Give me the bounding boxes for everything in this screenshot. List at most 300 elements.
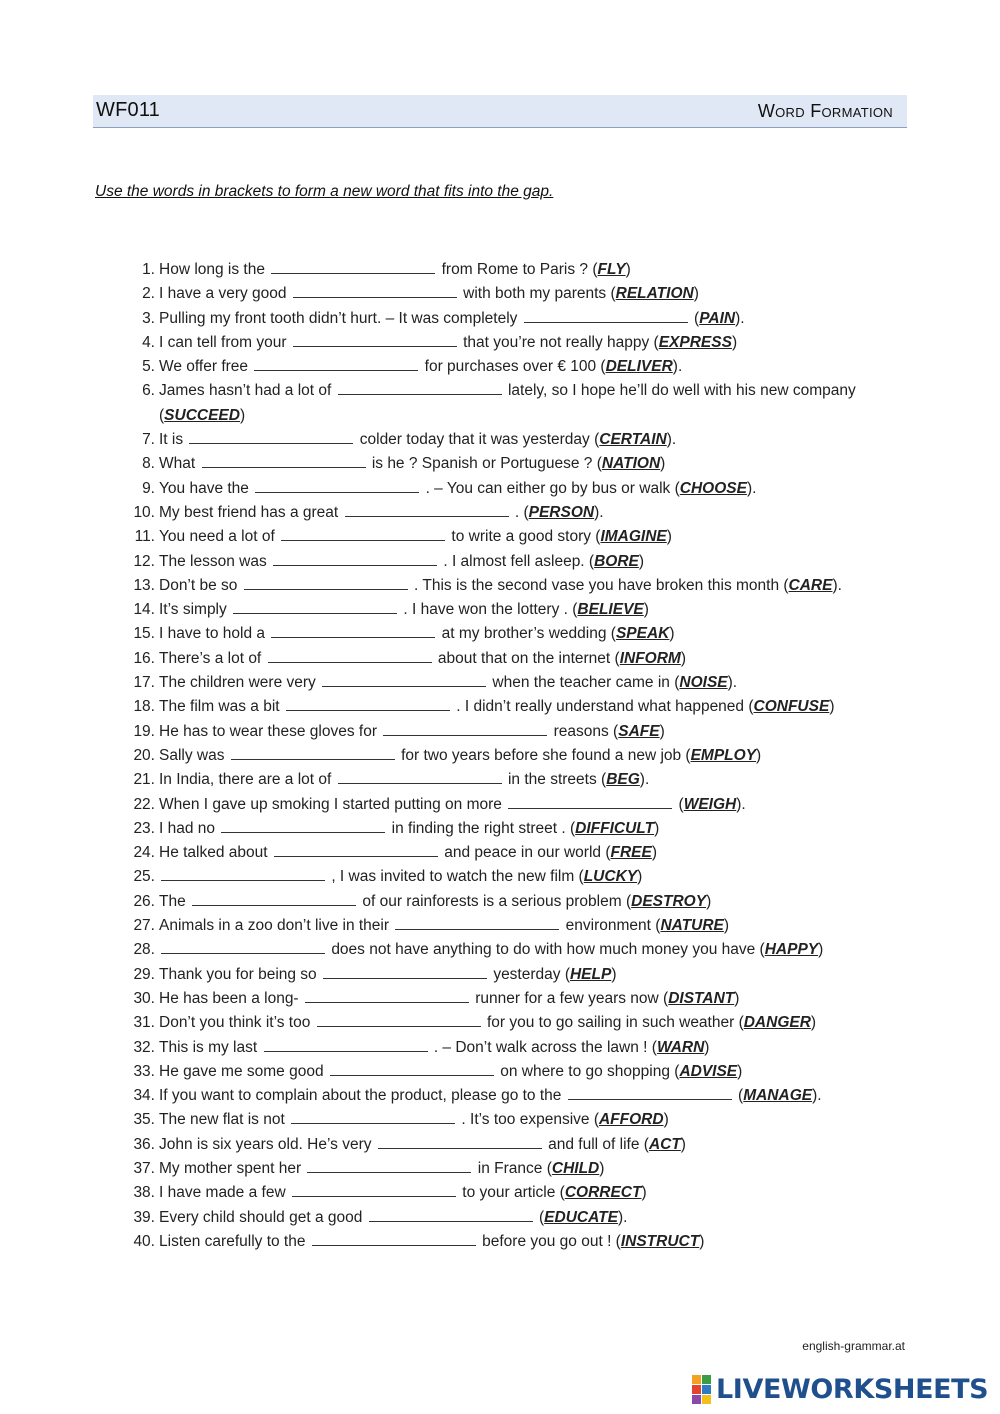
closing-bracket: ) — [239, 406, 246, 424]
sentence-start: He has been a long- — [159, 989, 299, 1007]
closing-bracket: ). — [746, 479, 757, 497]
item-number: 21. — [133, 771, 155, 789]
sentence-start: I can tell from your — [159, 333, 287, 351]
closing-bracket: ). — [672, 358, 683, 376]
closing-bracket: ). — [639, 771, 650, 789]
exercise-item — [118, 1108, 908, 1132]
answer-gap[interactable] — [369, 1207, 533, 1222]
sentence-end: ( — [538, 1208, 545, 1226]
sentence-continuation: ( — [159, 406, 165, 424]
keyword: DANGER — [743, 1014, 811, 1032]
answer-gap[interactable] — [383, 721, 547, 736]
exercise-item — [118, 282, 908, 306]
item-number: 3. — [142, 309, 155, 327]
sentence-start: He gave me some good — [159, 1062, 324, 1080]
exercise-item — [118, 744, 908, 768]
item-number: 38. — [133, 1184, 155, 1202]
item-sentence — [155, 720, 908, 744]
keyword: SPEAK — [615, 625, 670, 643]
answer-gap[interactable] — [293, 283, 457, 298]
sentence-start: James hasn’t had a lot of — [159, 382, 332, 400]
answer-gap[interactable] — [254, 356, 418, 371]
keyword: EXPRESS — [658, 333, 732, 351]
sentence-end: . This is the second vase you have broken this month ( — [414, 576, 789, 594]
exercise-item — [118, 598, 908, 622]
sentence-end: on where to go shopping ( — [500, 1062, 680, 1080]
keyword: CHOOSE — [679, 479, 747, 497]
answer-gap[interactable] — [274, 842, 438, 857]
closing-bracket: ) — [680, 1135, 686, 1153]
answer-gap[interactable] — [281, 526, 445, 541]
exercise-item — [118, 768, 908, 792]
item-number: 5. — [142, 358, 155, 376]
exercise-item — [118, 671, 908, 695]
closing-bracket: ) — [643, 601, 649, 619]
item-number: 17. — [133, 674, 155, 692]
sentence-end: ( — [738, 1087, 744, 1105]
keyword: DIFFICULT — [575, 819, 655, 837]
sentence-start: Thank you for being so — [159, 965, 317, 983]
answer-gap[interactable] — [202, 453, 366, 468]
item-number: 27. — [133, 917, 155, 935]
sentence-end: . I almost fell asleep. ( — [443, 552, 595, 570]
closing-bracket: ) — [666, 528, 672, 546]
exercise-item — [118, 1181, 908, 1205]
item-sentence — [155, 258, 908, 282]
sentence-end: does not have anything to do with how much money you have ( — [331, 941, 765, 959]
item-number: 20. — [133, 746, 155, 764]
exercise-item — [118, 379, 908, 428]
answer-gap[interactable] — [244, 575, 408, 590]
sentence-start: If you want to complain about the product, please go to the — [159, 1087, 562, 1105]
item-number: 23. — [133, 819, 155, 837]
closing-bracket: ) — [810, 1014, 817, 1032]
exercise-item — [118, 331, 908, 355]
keyword: FLY — [597, 261, 626, 278]
item-sentence — [155, 477, 908, 501]
item-sentence — [155, 1230, 908, 1254]
exercise-item — [118, 1230, 908, 1254]
item-sentence — [155, 1157, 908, 1181]
exercise-item — [118, 938, 908, 962]
sentence-end: . I didn’t really understand what happened ( — [456, 698, 754, 716]
sentence-end: . – You can either go by bus or walk ( — [425, 479, 680, 497]
keyword: CHILD — [551, 1159, 600, 1177]
closing-bracket: ) — [651, 844, 658, 862]
exercise-item — [118, 865, 908, 889]
sentence-start: I have to hold a — [159, 625, 265, 643]
keyword: PERSON — [528, 503, 595, 521]
item-number: 32. — [133, 1038, 155, 1056]
exercise-item — [118, 987, 908, 1011]
exercise-item — [118, 307, 908, 331]
answer-gap[interactable] — [323, 964, 487, 979]
closing-bracket: ) — [737, 1062, 743, 1080]
answer-gap[interactable] — [192, 891, 356, 906]
keyword: SUCCEED — [164, 406, 240, 424]
sentence-end: for two years before she found a new job ( — [401, 746, 691, 764]
closing-bracket: ). — [832, 576, 842, 594]
answer-gap[interactable] — [268, 648, 432, 663]
sentence-end: is he ? Spanish or Portuguese ? ( — [371, 455, 602, 473]
item-number: 24. — [133, 844, 155, 862]
sentence-start: Listen carefully to the — [159, 1232, 306, 1250]
exercise-item — [118, 793, 908, 817]
answer-gap[interactable] — [345, 502, 509, 517]
sentence-start: My best friend has a great — [159, 503, 339, 521]
sentence-end: with both my parents ( — [463, 285, 616, 303]
sentence-start: You have the — [159, 479, 249, 497]
exercise-item — [118, 501, 908, 525]
sentence-end: in finding the right street . ( — [391, 819, 576, 837]
keyword: ACT — [648, 1135, 681, 1153]
item-sentence — [155, 914, 908, 938]
closing-bracket: ) — [625, 261, 631, 278]
answer-gap[interactable] — [568, 1085, 732, 1100]
sentence-end: colder today that it was yesterday ( — [359, 431, 600, 449]
sentence-end: and full of life ( — [548, 1135, 649, 1153]
closing-bracket: ). — [735, 309, 745, 327]
item-sentence — [155, 331, 908, 355]
closing-bracket: ). — [666, 431, 677, 449]
sentence-start: When I gave up smoking I started putting on more — [159, 795, 502, 813]
exercise-item — [118, 355, 908, 379]
item-number: 30. — [133, 989, 155, 1007]
answer-gap[interactable] — [293, 332, 457, 347]
closing-bracket: ) — [637, 868, 643, 886]
sentence-start: I had no — [159, 819, 216, 837]
answer-gap[interactable] — [286, 696, 450, 711]
keyword: DESTROY — [631, 892, 707, 910]
instruction-text: Use the words in brackets to form a new word that fits into the gap. — [95, 183, 554, 200]
keyword: MANAGE — [743, 1087, 813, 1105]
answer-gap[interactable] — [292, 1182, 456, 1197]
item-sentence — [155, 525, 908, 549]
closing-bracket: ) — [641, 1184, 647, 1202]
sentence-start: It is — [159, 431, 184, 449]
exercise-item — [118, 622, 908, 646]
sentence-start: Pulling my front tooth didn’t hurt. – It was completely — [159, 309, 518, 327]
closing-bracket: ) — [723, 917, 730, 935]
item-number: 34. — [133, 1087, 155, 1105]
sentence-end: of our rainforests is a serious problem ( — [362, 892, 632, 910]
sentence-start: How long is the — [159, 261, 265, 278]
keyword: INFORM — [619, 649, 681, 667]
closing-bracket: ) — [599, 1159, 605, 1177]
answer-gap[interactable] — [395, 915, 559, 930]
answer-gap[interactable] — [255, 478, 419, 493]
closing-bracket: ). — [736, 795, 746, 813]
keyword: AFFORD — [598, 1111, 664, 1129]
sentence-start: The — [159, 892, 186, 910]
sentence-end: ( — [694, 309, 700, 327]
item-sentence — [155, 1108, 908, 1132]
exercise-list — [118, 258, 908, 1254]
exercise-item — [118, 1060, 908, 1084]
exercise-item — [118, 890, 908, 914]
item-number: 18. — [133, 698, 155, 716]
worksheet-title: Word Formation — [757, 101, 893, 121]
item-sentence — [155, 428, 908, 452]
exercise-item — [118, 258, 908, 282]
sentence-start: What — [159, 455, 196, 473]
brand-name: LIVEWORKSHEETS — [716, 1373, 989, 1405]
item-number: 16. — [133, 649, 155, 667]
item-sentence — [155, 890, 908, 914]
sentence-start: In India, there are a lot of — [159, 771, 332, 789]
closing-bracket: ) — [734, 989, 740, 1007]
item-number: 40. — [133, 1232, 155, 1250]
answer-gap[interactable] — [189, 429, 353, 444]
keyword: WARN — [656, 1038, 705, 1056]
sentence-end: and peace in our world ( — [444, 844, 611, 862]
item-number: 12. — [133, 552, 155, 570]
closing-bracket: ) — [731, 333, 738, 351]
exercise-item — [118, 1157, 908, 1181]
source-site: english-grammar.at — [802, 1339, 905, 1353]
closing-bracket: ) — [638, 552, 645, 570]
item-number: 29. — [133, 965, 155, 983]
answer-gap[interactable] — [161, 939, 325, 954]
keyword: IMAGINE — [600, 528, 667, 546]
keyword: DELIVER — [605, 358, 673, 376]
sentence-end: , I was invited to watch the new film ( — [331, 868, 584, 886]
answer-gap[interactable] — [338, 769, 502, 784]
sentence-start: My mother spent her — [159, 1159, 302, 1177]
item-number: 37. — [133, 1159, 155, 1177]
document-header — [93, 95, 907, 128]
item-sentence — [155, 598, 908, 622]
keyword: SAFE — [618, 722, 660, 740]
item-number: 26. — [133, 892, 155, 910]
answer-gap[interactable] — [271, 259, 435, 274]
keyword: BEG — [606, 771, 640, 789]
item-sentence — [155, 501, 908, 525]
item-sentence — [155, 647, 908, 671]
sentence-start: This is my last — [159, 1038, 258, 1056]
exercise-item — [118, 574, 908, 598]
answer-gap[interactable] — [221, 818, 385, 833]
liveworksheets-logo — [692, 1372, 988, 1406]
sentence-end: to write a good story ( — [451, 528, 601, 546]
closing-bracket: ) — [654, 819, 660, 837]
sentence-end: ( — [678, 795, 684, 813]
sentence-end: to your article ( — [462, 1184, 565, 1202]
sentence-start: Don’t you think it’s too — [159, 1014, 311, 1032]
item-number: 39. — [133, 1208, 155, 1226]
sentence-start: Don’t be so — [159, 576, 238, 594]
item-sentence — [155, 1084, 908, 1108]
closing-bracket: ) — [818, 941, 824, 959]
answer-gap[interactable] — [312, 1231, 476, 1246]
answer-gap[interactable] — [305, 988, 469, 1003]
item-number: 15. — [133, 625, 155, 643]
item-sentence — [155, 622, 908, 646]
item-sentence — [155, 1206, 908, 1230]
keyword: INSTRUCT — [620, 1232, 700, 1250]
answer-gap[interactable] — [271, 623, 435, 638]
closing-bracket: ). — [727, 674, 738, 692]
answer-gap[interactable] — [264, 1037, 428, 1052]
sentence-start: Every child should get a good — [159, 1208, 363, 1226]
item-sentence — [155, 550, 908, 574]
sentence-end: . I have won the lottery . ( — [403, 601, 578, 619]
answer-gap[interactable] — [317, 1012, 481, 1027]
sentence-end: . ( — [514, 503, 529, 521]
answer-gap[interactable] — [291, 1109, 455, 1124]
answer-gap[interactable] — [524, 308, 688, 323]
sentence-start: He has to wear these gloves for — [159, 722, 377, 740]
exercise-item — [118, 841, 908, 865]
item-sentence — [155, 379, 908, 428]
answer-gap[interactable] — [231, 745, 395, 760]
logo-mark-icon — [692, 1375, 711, 1404]
sentence-start: There’s a lot of — [159, 649, 262, 667]
closing-bracket: ) — [704, 1038, 710, 1056]
keyword: DISTANT — [668, 989, 735, 1007]
exercise-item — [118, 720, 908, 744]
item-sentence — [155, 1181, 908, 1205]
item-number: 13. — [133, 576, 155, 594]
item-sentence — [155, 452, 908, 476]
exercise-item — [118, 525, 908, 549]
answer-gap[interactable] — [378, 1134, 542, 1149]
sentence-end: environment ( — [565, 917, 661, 935]
keyword: LUCKY — [583, 868, 638, 886]
sentence-end: about that on the internet ( — [437, 649, 620, 667]
item-number: 7. — [142, 431, 155, 449]
keyword: BELIEVE — [577, 601, 644, 619]
item-sentence — [155, 282, 908, 306]
closing-bracket: ) — [669, 625, 675, 643]
item-number: 33. — [133, 1062, 155, 1080]
sentence-start: The lesson was — [159, 552, 267, 570]
item-sentence — [155, 307, 908, 331]
exercise-item — [118, 428, 908, 452]
keyword: BORE — [594, 552, 639, 570]
sentence-end: in the streets ( — [507, 771, 607, 789]
closing-bracket: ) — [680, 649, 687, 667]
item-number: 31. — [133, 1014, 155, 1032]
exercise-item — [118, 914, 908, 938]
answer-gap[interactable] — [273, 551, 437, 566]
closing-bracket: ). — [617, 1208, 628, 1226]
keyword: WEIGH — [683, 795, 737, 813]
item-sentence — [155, 987, 908, 1011]
keyword: CORRECT — [564, 1184, 642, 1202]
answer-gap[interactable] — [307, 1158, 471, 1173]
sentence-start: I have a very good — [159, 285, 287, 303]
closing-bracket: ) — [693, 285, 699, 303]
keyword: CONFUSE — [753, 698, 830, 716]
sentence-start: We offer free — [159, 358, 249, 376]
exercise-item — [118, 647, 908, 671]
keyword: EMPLOY — [690, 746, 757, 764]
sentence-start: John is six years old. He’s very — [159, 1135, 372, 1153]
item-sentence — [155, 1011, 908, 1035]
keyword: RELATION — [615, 285, 694, 303]
exercise-item — [118, 452, 908, 476]
sentence-end: . – Don’t walk across the lawn ! ( — [433, 1038, 657, 1056]
sentence-start: I have made a few — [159, 1184, 286, 1202]
item-sentence — [155, 841, 908, 865]
sentence-end: yesterday ( — [493, 965, 570, 983]
item-number: 22. — [133, 795, 155, 813]
sentence-end: . It’s too expensive ( — [461, 1111, 599, 1129]
keyword: CARE — [788, 576, 833, 594]
sentence-end: before you go out ! ( — [482, 1232, 621, 1250]
item-number: 35. — [133, 1111, 155, 1129]
item-sentence — [155, 963, 908, 987]
item-number: 14. — [133, 601, 155, 619]
answer-gap[interactable] — [338, 380, 502, 395]
exercise-item — [118, 550, 908, 574]
closing-bracket: ) — [611, 965, 617, 983]
closing-bracket: ) — [706, 892, 712, 910]
closing-bracket: ) — [660, 455, 666, 473]
closing-bracket: ) — [663, 1111, 669, 1129]
item-number: 19. — [133, 722, 155, 740]
item-number: 1. — [142, 261, 155, 278]
exercise-item — [118, 1036, 908, 1060]
item-number: 4. — [142, 333, 155, 351]
keyword: HAPPY — [764, 941, 819, 959]
sentence-end: for purchases over € 100 ( — [424, 358, 606, 376]
sentence-start: The children were very — [159, 674, 316, 692]
exercise-item — [118, 817, 908, 841]
item-sentence — [155, 695, 908, 719]
keyword: CERTAIN — [599, 431, 667, 449]
answer-gap[interactable] — [508, 794, 672, 809]
answer-gap[interactable] — [322, 672, 486, 687]
answer-gap[interactable] — [233, 599, 397, 614]
keyword: FREE — [610, 844, 652, 862]
item-number: 9. — [142, 479, 155, 497]
exercise-item — [118, 1011, 908, 1035]
item-sentence — [155, 355, 908, 379]
exercise-item — [118, 963, 908, 987]
sentence-start: He talked about — [159, 844, 268, 862]
sentence-end: when the teacher came in ( — [492, 674, 680, 692]
exercise-item — [118, 1084, 908, 1108]
item-number: 28. — [133, 941, 155, 959]
sentence-end: that you’re not really happy ( — [463, 333, 659, 351]
item-sentence — [155, 671, 908, 695]
sentence-start: Animals in a zoo don’t live in their — [159, 917, 390, 935]
closing-bracket: ). — [594, 503, 604, 521]
closing-bracket: ) — [699, 1232, 705, 1250]
item-sentence — [155, 744, 908, 768]
exercise-item — [118, 695, 908, 719]
item-number: 25. — [133, 868, 155, 886]
sentence-start: The film was a bit — [159, 698, 280, 716]
item-sentence — [155, 938, 908, 962]
item-sentence — [155, 817, 908, 841]
item-sentence — [155, 793, 908, 817]
keyword: NOISE — [679, 674, 728, 692]
item-number: 2. — [142, 285, 155, 303]
keyword: NATION — [601, 455, 661, 473]
keyword: NATURE — [660, 917, 724, 935]
closing-bracket: ) — [659, 722, 665, 740]
closing-bracket: ) — [829, 698, 835, 716]
exercise-item — [118, 1133, 908, 1157]
worksheet-code: WF011 — [96, 99, 160, 121]
answer-gap[interactable] — [330, 1061, 494, 1076]
item-sentence — [155, 1060, 908, 1084]
exercise-item — [118, 477, 908, 501]
answer-gap[interactable] — [161, 866, 325, 881]
